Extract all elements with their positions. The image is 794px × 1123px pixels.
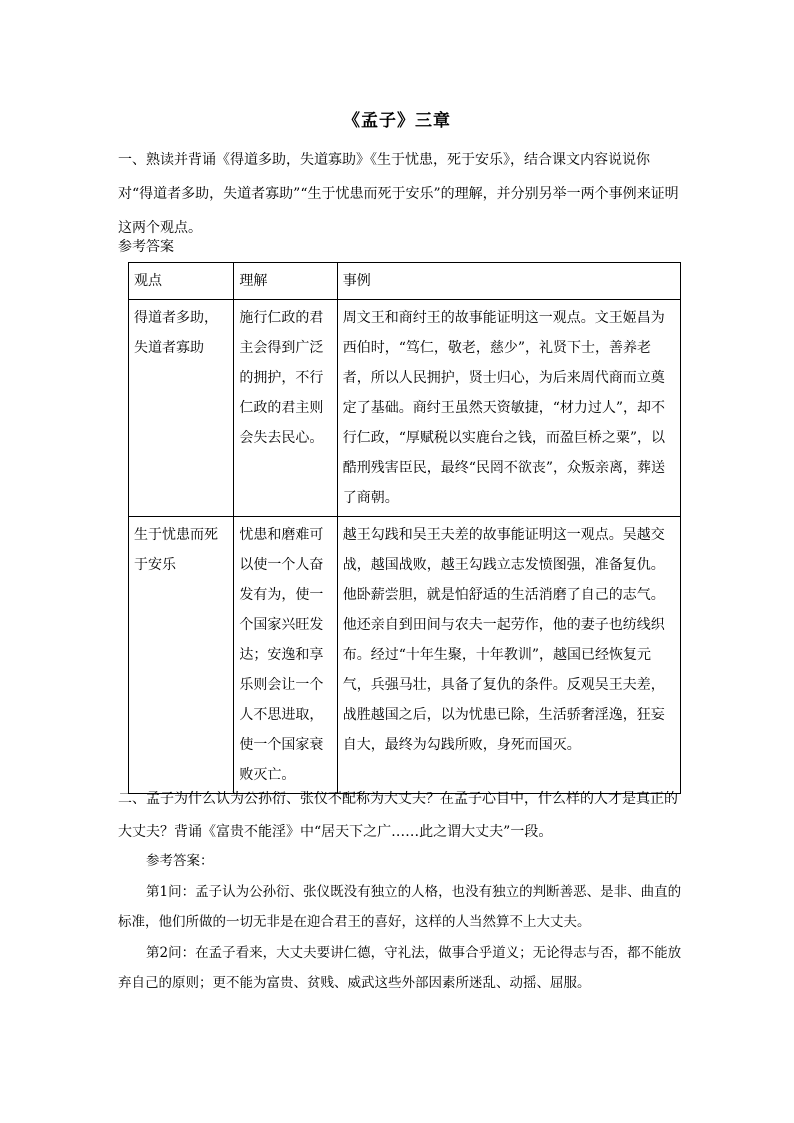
header-understanding: 理解 [234, 263, 337, 300]
row-2-example: 越王勾践和吴王夫差的故事能证明这一观点。吴越交战，越国战败，越王勾践立志发愤图强，准备复仇。他卧薪尝胆，就是怕舒适的生活消磨了自己的志气。他还亲自到田间与农夫一起劳作，他的妻子也纺线织布。经过“十年生聚，十年教训”，越国已经恢复元气，兵强马壮，具备了复仇的条件。反观吴王夫差，战胜越国之后，以为忧患已除，生活骄奢淫逸，狂妄自大，最终为勾践所败，身死而国灭。 [337, 517, 680, 794]
answer-label-2: 参考答案： [146, 853, 214, 869]
table-header-row [129, 263, 681, 300]
row-2-understanding: 忧患和磨难可以使一个人奋发有为，使一个国家兴旺发达；安逸和享乐则会让一个人不思进取，使一个国家衰败灭亡。 [234, 517, 337, 794]
answer-2-part-1: 第1问：孟子认为公孙衍、张仪既没有独立的人格，也没有独立的判断善恶、是非、曲直的标准，他们所做的一切无非是在迎合君王的喜好，这样的人当然算不上大丈夫。 [118, 884, 682, 930]
page-title: 《孟子》三章 [343, 111, 451, 131]
header-example: 事例 [337, 263, 680, 300]
row-1-understanding: 施行仁政的君主会得到广泛的拥护，不行仁政的君主则会失去民心。 [234, 300, 337, 517]
table-row [129, 300, 681, 517]
row-2-viewpoint: 生于忧患而死于安乐 [129, 517, 234, 794]
question-1: 一、熟读并背诵《得道多助，失道寡助》《生于忧患，死于安乐》，结合课文内容说说你对“得道者多助，失道者寡助”“生于忧患而死于安乐”的理解，并分别另举一两个事例来证明这两个观点。 [118, 152, 679, 236]
question-2: 二、孟子为什么认为公孙衍、张仪不配称为大丈夫？在孟子心目中，什么样的人才是真正的大丈夫？背诵《富贵不能淫》中“居天下之广……此之谓大丈夫”一段。 [118, 791, 678, 840]
header-viewpoint: 观点 [129, 263, 234, 300]
row-1-viewpoint: 得道者多助，失道者寡助 [129, 300, 234, 517]
answer-label-1: 参考答案 [118, 239, 174, 255]
row-1-example: 周文王和商纣王的故事能证明这一观点。文王姬昌为西伯时，“笃仁，敬老，慈少”，礼贤下士，善养老者，所以人民拥护，贤士归心，为后来周代商而立奠定了基础。商纣王虽然天资敏捷，“材力过人”，却不行仁政，“厚赋税以实鹿台之钱，而盈巨桥之粟”，以酷刑残害臣民，最终“民罔不欲丧”，众叛亲离，葬送了商朝。 [337, 300, 680, 517]
answer-2-part-2: 第2问：在孟子看来，大丈夫要讲仁德，守礼法，做事合乎道义；无论得志与否，都不能放弃自己的原则；更不能为富贵、贫贱、威武这些外部因素所迷乱、动摇、屈服。 [118, 945, 682, 991]
table-row [129, 517, 681, 794]
answer-table [128, 262, 681, 794]
